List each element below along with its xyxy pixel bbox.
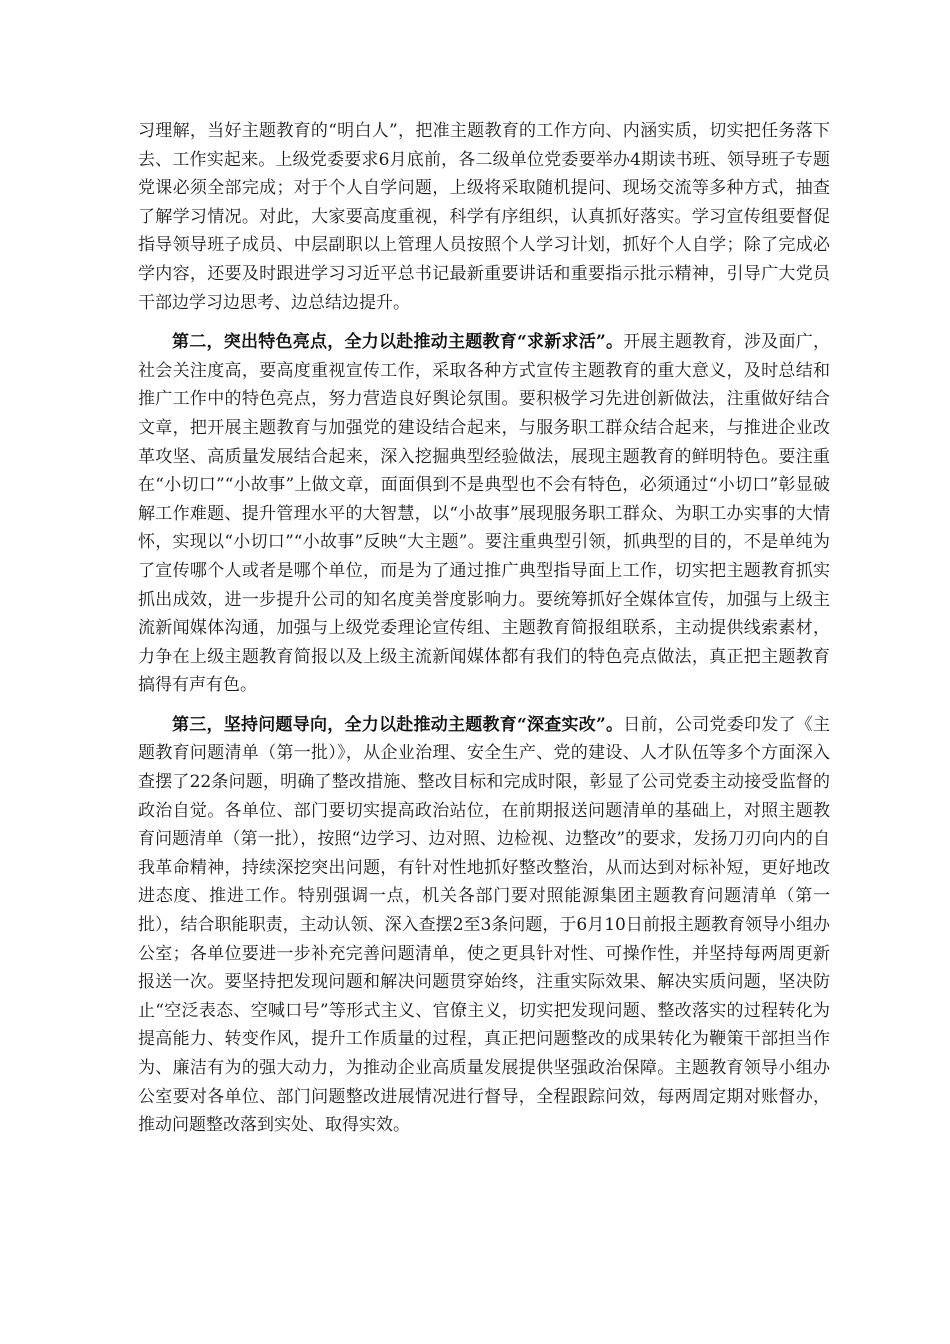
paragraph-2-lead: 第二，突出特色亮点，全力以赴推动主题教育“求新求活”。	[172, 332, 624, 353]
document-page	[138, 117, 830, 1151]
paragraph-2-body: 开展主题教育，涉及面广，社会关注度高，要高度重视宣传工作，采取各种方式宣传主题教育的重大意义，及时总结和推广工作中的特色亮点，努力营造良好舆论氛围。要积极学习先进创新做法，注重做好结合文章，把开展主题教育与加强党的建设结合起来，与服务职工群众结合起来，与推进企业改革攻坚、高质量发展结合起来，深入挖掘典型经验做法，展现主题教育的鲜明特色。要注重在“小切口”“小故事”上做文章，面面俱到不是典型也不会有特色，必须通过“小切口”彰显破解工作难题、提升管理水平的大智慧，以“小故事”展现服务职工群众、为职工办实事的大情怀，实现以“小切口”“小故事”反映“大主题”。要注重典型引领，抓典型的目的，不是单纯为了宣传哪个人或者是哪个单位，而是为了通过推广典型指导面上工作，切实把主题教育抓实抓出成效，进一步提升公司的知名度美誉度影响力。要统筹抓好全媒体宣传，加强与上级主流新闻媒体沟通，加强与上级党委理论宣传组、主题教育简报组联系，主动提供线索素材，力争在上级主题教育简报以及上级主流新闻媒体都有我们的特色亮点做法，真正把主题教育搞得有声有色。	[138, 332, 830, 696]
paragraph-1	[138, 117, 830, 317]
paragraph-1-body: 习理解，当好主题教育的“明白人”，把准主题教育的工作方向、内涵实质，切实把任务落下去、工作实起来。上级党委要求6月底前，各二级单位党委要举办4期读书班、领导班子专题党课必须全部完成；对于个人自学问题，上级将采取随机提问、现场交流等多种方式，抽查了解学习情况。对此，大家要高度重视，科学有序组织，认真抓好落实。学习宣传组要督促指导领导班子成员、中层副职以上管理人员按照个人学习计划，抓好个人自学；除了完成必学内容，还要及时跟进学习习近平总书记最新重要讲话和重要指示批示精神，引导广大党员干部边学习边思考、边总结边提升。	[138, 121, 830, 313]
paragraph-3	[138, 711, 830, 1140]
paragraph-2	[138, 328, 830, 700]
paragraph-3-lead: 第三，坚持问题导向，全力以赴推动主题教育“深查实改”。	[172, 714, 624, 735]
paragraph-3-body: 日前，公司党委印发了《主题教育问题清单（第一批）》，从企业治理、安全生产、党的建设、人才队伍等多个方面深入查摆了22条问题，明确了整改措施、整改目标和完成时限，彰显了公司党委主动接受监督的政治自觉。各单位、部门要切实提高政治站位，在前期报送问题清单的基础上，对照主题教育问题清单（第一批），按照“边学习、边对照、边检视、边整改”的要求，发扬刀刃向内的自我革命精神，持续深挖突出问题，有针对性地抓好整改整治，从而达到对标补短，更好地改进态度、推进工作。特别强调一点，机关各部门要对照能源集团主题教育问题清单（第一批），结合职能职责，主动认领、深入查摆2至3条问题，于6月10日前报主题教育领导小组办公室；各单位要进一步补充完善问题清单，使之更具针对性、可操作性，并坚持每两周更新报送一次。要坚持把发现问题和解决问题贯穿始终，注重实际效果、解决实质问题，坚决防止“空泛表态、空喊口号”等形式主义、官僚主义，切实把发现问题、整改落实的过程转化为提高能力、转变作风，提升工作质量的过程，真正把问题整改的成果转化为鞭策干部担当作为、廉洁有为的强大动力，为推动企业高质量发展提供坚强政治保障。主题教育领导小组办公室要对各单位、部门问题整改进展情况进行督导，全程跟踪问效，每两周定期对账督办，推动问题整改落到实处、取得实效。	[138, 714, 830, 1136]
